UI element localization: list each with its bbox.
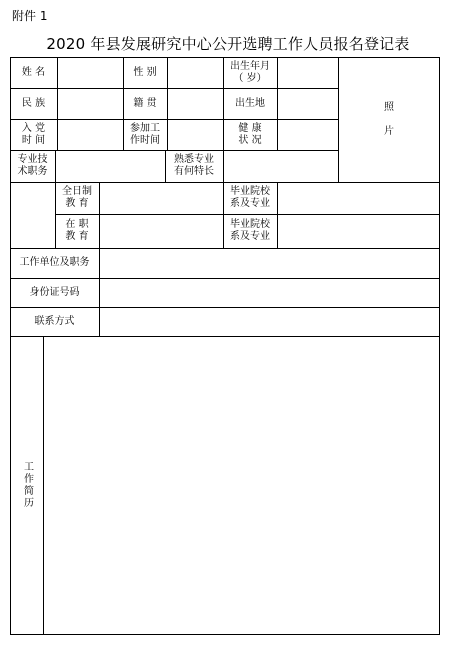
attachment-label: 附件 1 — [12, 9, 48, 23]
birthplace-label: 出生地 — [235, 97, 265, 109]
registration-form-table — [10, 57, 440, 635]
name-value[interactable] — [58, 57, 123, 88]
work-unit-label: 工作单位及职务 — [19, 257, 90, 268]
health-value[interactable] — [278, 119, 338, 150]
ethnicity-value[interactable] — [58, 88, 123, 119]
fulltime-education-label: 全日制 教 育 — [62, 186, 92, 209]
id-number-label: 身份证号码 — [29, 286, 80, 298]
work-unit-value[interactable] — [100, 248, 439, 278]
professional-title-label: 专业技 术职务 — [17, 154, 48, 177]
resume-value[interactable] — [44, 337, 439, 634]
work-start-time-value[interactable] — [168, 119, 223, 150]
fulltime-education-value[interactable] — [100, 182, 223, 214]
onjob-school-major-label: 毕业院校 系及专业 — [230, 219, 270, 242]
table-border — [10, 634, 440, 635]
native-place-value[interactable] — [168, 88, 223, 119]
party-join-time-value[interactable] — [58, 119, 123, 150]
ethnicity-label: 民 族 — [21, 97, 46, 109]
name-label: 姓 名 — [21, 66, 46, 78]
onjob-education-label: 在 职 教 育 — [65, 219, 89, 242]
gender-value[interactable] — [168, 57, 223, 88]
party-join-time-label: 入 党 时 间 — [21, 122, 46, 146]
gender-label: 性 别 — [133, 66, 157, 78]
onjob-education-value[interactable] — [100, 214, 223, 248]
fulltime-school-major-value[interactable] — [278, 182, 439, 214]
birthplace-value[interactable] — [278, 88, 338, 119]
id-number-value[interactable] — [100, 278, 439, 307]
contact-label: 联系方式 — [34, 315, 75, 327]
fulltime-school-major-label: 毕业院校 系及专业 — [230, 186, 270, 209]
photo-box: 照 片 — [384, 101, 394, 137]
resume-label: 工作简历 — [21, 461, 33, 509]
birth-date-value[interactable] — [278, 57, 338, 88]
native-place-label: 籍 贯 — [133, 97, 157, 109]
specialty-value[interactable] — [224, 150, 338, 182]
contact-value[interactable] — [100, 307, 439, 336]
onjob-school-major-value[interactable] — [278, 214, 439, 248]
work-start-time-label: 参加工 作时间 — [130, 122, 160, 146]
birth-date-label: 出生年月 （ 岁） — [230, 60, 270, 84]
form-title: 2020 年县发展研究中心公开选聘工作人员报名登记表 — [46, 35, 410, 53]
professional-title-value[interactable] — [56, 150, 165, 182]
specialty-label: 熟悉专业 有何特长 — [174, 154, 214, 177]
table-border — [439, 57, 440, 635]
health-label: 健 康 状 况 — [238, 122, 262, 146]
